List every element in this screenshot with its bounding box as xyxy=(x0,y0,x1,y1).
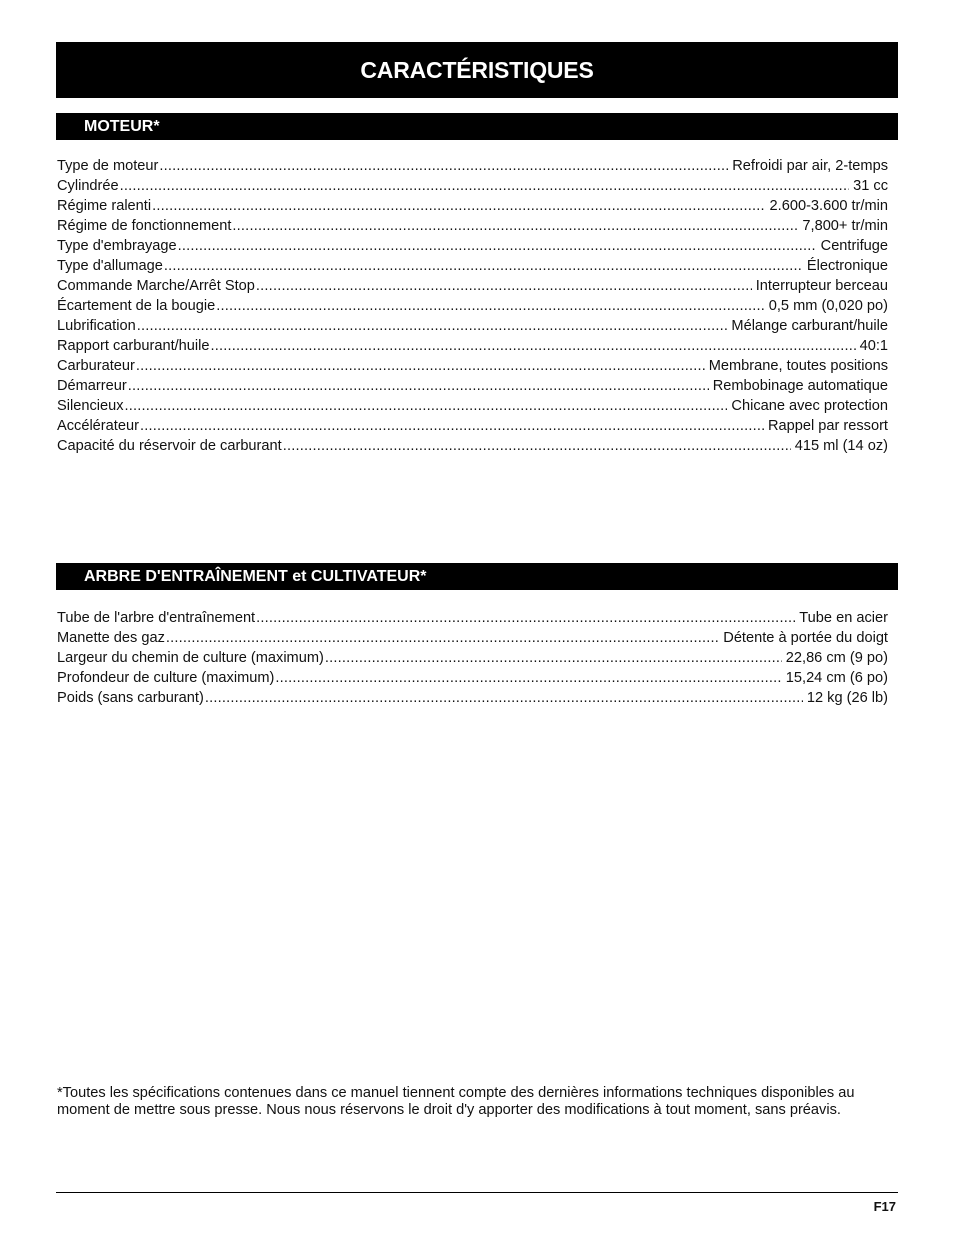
spec-row xyxy=(57,176,888,196)
spec-label: Silencieux xyxy=(57,398,124,414)
spec-row xyxy=(57,216,888,236)
spec-label: Largeur du chemin de culture (maximum) xyxy=(57,650,324,666)
section-heading: MOTEUR* xyxy=(84,117,160,135)
spec-value: Tube en acier xyxy=(799,610,888,626)
section-header-moteur xyxy=(56,113,898,140)
spec-row xyxy=(57,668,888,688)
spec-value: 2.600-3.600 tr/min xyxy=(769,198,888,214)
spec-row xyxy=(57,156,888,176)
spec-list-arbre xyxy=(57,608,888,708)
spec-label: Rapport carburant/huile xyxy=(57,338,210,354)
spec-row xyxy=(57,316,888,336)
dot-leader xyxy=(232,216,798,236)
spec-label: Régime de fonctionnement xyxy=(57,218,232,234)
spec-value: 40:1 xyxy=(859,338,888,354)
dot-leader xyxy=(120,176,849,196)
spec-row xyxy=(57,628,888,648)
section-heading: ARBRE D'ENTRAÎNEMENT et CULTIVATEUR* xyxy=(84,567,427,585)
spec-row xyxy=(57,256,888,276)
dot-leader xyxy=(205,688,803,708)
spec-label: Démarreur xyxy=(57,378,127,394)
page-number: F17 xyxy=(873,1199,896,1214)
dot-leader xyxy=(125,396,728,416)
spec-value: 15,24 cm (6 po) xyxy=(785,670,888,686)
dot-leader xyxy=(166,628,719,648)
dot-leader xyxy=(159,156,728,176)
spec-row xyxy=(57,688,888,708)
spec-row xyxy=(57,416,888,436)
page-title: CARACTÉRISTIQUES xyxy=(360,56,594,83)
spec-value: Centrifuge xyxy=(820,238,888,254)
dot-leader xyxy=(256,608,795,628)
dot-leader xyxy=(178,236,817,256)
spec-value: Rappel par ressort xyxy=(767,418,888,434)
spec-value: 12 kg (26 lb) xyxy=(806,690,888,706)
spec-value: Électronique xyxy=(806,258,888,274)
spec-value: Mélange carburant/huile xyxy=(731,318,888,334)
dot-leader xyxy=(137,316,728,336)
dot-leader xyxy=(283,436,791,456)
spec-value: 22,86 cm (9 po) xyxy=(785,650,888,666)
dot-leader xyxy=(216,296,765,316)
dot-leader xyxy=(275,668,781,688)
footer-rule xyxy=(56,1192,898,1193)
spec-value: Interrupteur berceau xyxy=(755,278,888,294)
spec-list-moteur xyxy=(57,156,888,456)
spec-row xyxy=(57,196,888,216)
spec-row xyxy=(57,276,888,296)
dot-leader xyxy=(128,376,709,396)
spec-label: Type de moteur xyxy=(57,158,159,174)
spec-row xyxy=(57,376,888,396)
spec-value: Chicane avec protection xyxy=(731,398,888,414)
spec-value: 31 cc xyxy=(853,178,888,194)
dot-leader xyxy=(140,416,764,436)
spec-row xyxy=(57,296,888,316)
section-header-arbre xyxy=(56,563,898,590)
footnote: *Toutes les spécifications contenues dans ce manuel tiennent compte des dernières informations techniques disponibles au moment de mettre sous presse. Nous nous réservons le droit d'y apporter des modifications à tout moment, sans préavis. xyxy=(57,1085,855,1118)
spec-label: Accélérateur xyxy=(57,418,139,434)
spec-row xyxy=(57,436,888,456)
spec-label: Commande Marche/Arrêt Stop xyxy=(57,278,255,294)
spec-label: Écartement de la bougie xyxy=(57,298,216,314)
dot-leader xyxy=(136,356,705,376)
spec-value: 415 ml (14 oz) xyxy=(794,438,888,454)
spec-value: Détente à portée du doigt xyxy=(723,630,888,646)
dot-leader xyxy=(256,276,752,296)
spec-label: Type d'embrayage xyxy=(57,238,177,254)
spec-label: Poids (sans carburant) xyxy=(57,690,204,706)
dot-leader xyxy=(211,336,856,356)
spec-label: Cylindrée xyxy=(57,178,119,194)
spec-label: Carburateur xyxy=(57,358,135,374)
spec-row xyxy=(57,648,888,668)
spec-label: Lubrification xyxy=(57,318,136,334)
spec-value: 0,5 mm (0,020 po) xyxy=(768,298,888,314)
spec-label: Tube de l'arbre d'entraînement xyxy=(57,610,256,626)
spec-row xyxy=(57,236,888,256)
dot-leader xyxy=(164,256,803,276)
spec-value: Membrane, toutes positions xyxy=(708,358,888,374)
spec-label: Manette des gaz xyxy=(57,630,165,646)
spec-row xyxy=(57,336,888,356)
spec-value: Rembobinage automatique xyxy=(712,378,888,394)
spec-row xyxy=(57,356,888,376)
spec-label: Profondeur de culture (maximum) xyxy=(57,670,275,686)
dot-leader xyxy=(152,196,765,216)
dot-leader xyxy=(325,648,782,668)
spec-value: 7,800+ tr/min xyxy=(802,218,888,234)
spec-row xyxy=(57,396,888,416)
spec-row xyxy=(57,608,888,628)
spec-value: Refroidi par air, 2-temps xyxy=(732,158,888,174)
spec-label: Type d'allumage xyxy=(57,258,163,274)
spec-label: Capacité du réservoir de carburant xyxy=(57,438,282,454)
title-bar xyxy=(56,42,898,98)
spec-label: Régime ralenti xyxy=(57,198,152,214)
